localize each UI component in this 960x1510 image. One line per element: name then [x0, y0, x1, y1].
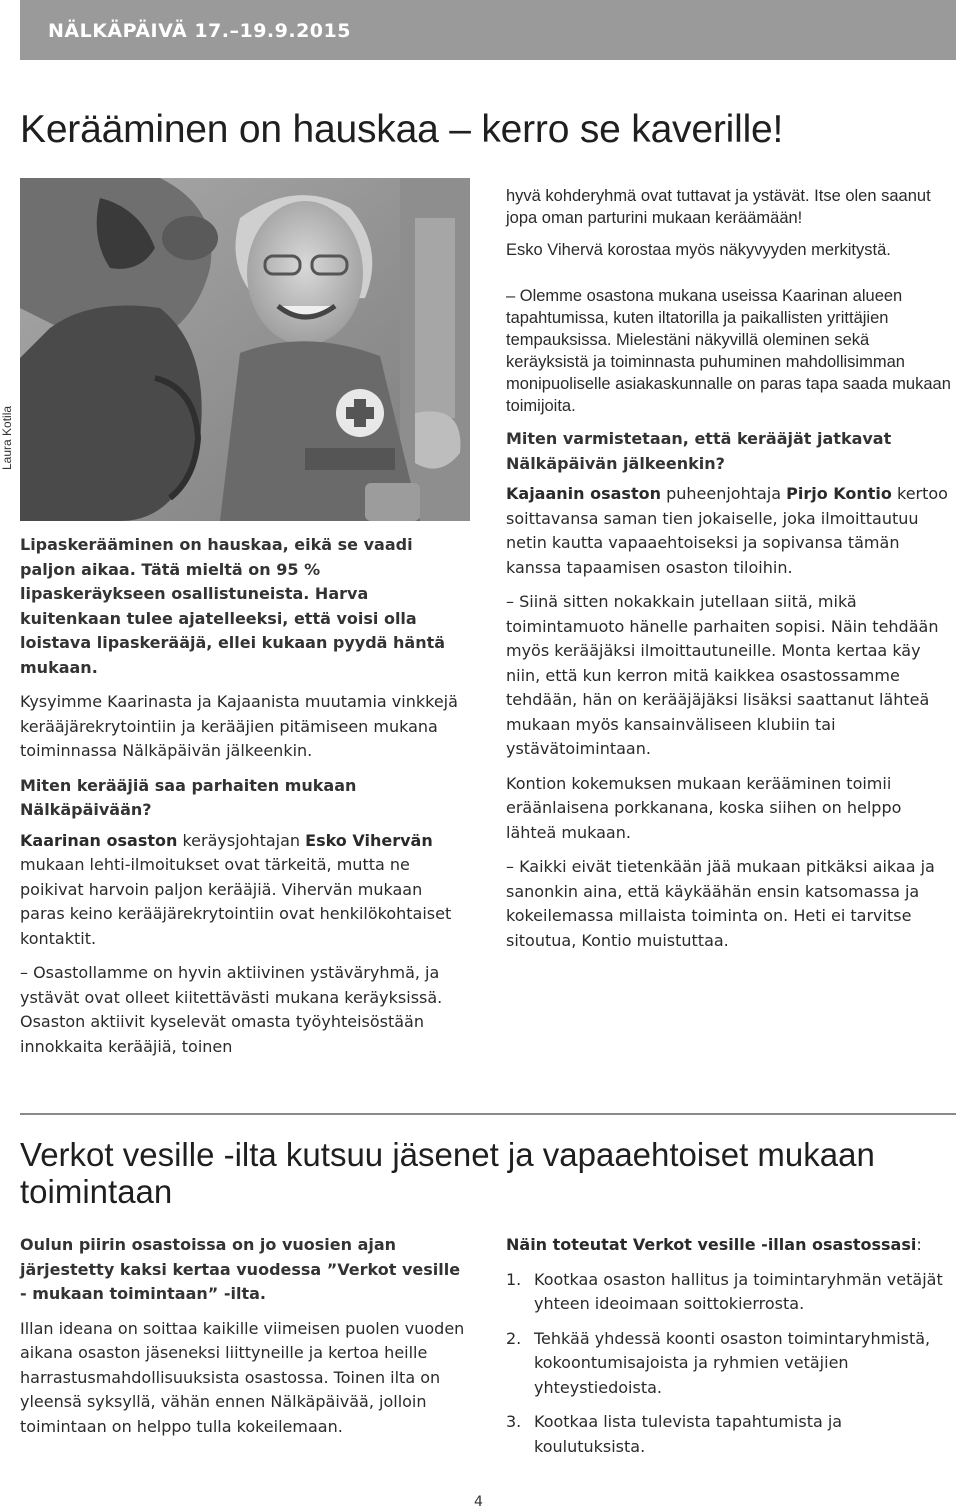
- article1-quote-1: – Osastollamme on hyvin aktiivinen ystäväryhmä, ja ystävät ovat olleet kiitettävästi mukana keräyksissä. Osaston aktiivit kyselevät omasta työyhteisöstään innokkaita kerääjiä, toinen: [20, 963, 443, 1056]
- page-number: 4: [474, 1494, 483, 1510]
- article2-right-column: [506, 1233, 952, 1469]
- article1-emphasis: Esko Vihervä korostaa myös näkyvyyden merkitystä.: [506, 241, 891, 259]
- section-divider: [20, 1113, 956, 1115]
- article2-lead: Oulun piirin osastoissa on jo vuosien ajan järjestetty kaksi kertaa vuodessa ”Verkot vesille - mukaan toimintaan” -ilta.: [20, 1235, 461, 1303]
- step-item: 2. Tehkää yhdessä koonti osaston toimintaryhmistä, kokoontumisajoista ja ryhmien vetäjien yhteystiedoista.: [506, 1328, 931, 1397]
- step-item: 3. Kootkaa lista tulevista tapahtumista ja koulutuksista.: [506, 1412, 843, 1456]
- header-title: NÄLKÄPÄIVÄ 17.–19.9.2015: [48, 20, 351, 42]
- article1-kontio: Kontion kokemuksen mukaan kerääminen toimii eräänlaisena porkkanana, koska siihen on helppo lähteä mukaan.: [506, 773, 902, 842]
- article1-answer-1: Kaarinan osaston keräysjohtajan Esko Vihervän mukaan lehti-ilmoitukset ovat tärkeitä, mutta ne poikivat harvoin paljon kerääjiä. Vihervän mukaan paras keino kerääjärekrytointiin ovat henkilökohtaiset kontaktit.: [20, 830, 452, 948]
- article1-answer-2: Kajaanin osaston puheenjohtaja Pirjo Kontio kertoo soittavansa saman tien jokaiselle, joka ilmoittautuu netin kautta vapaaehtoiseksi ja sopivansa tämän kanssa tapaamisen osaston tiloihin.: [506, 484, 948, 577]
- article2-left-column: [20, 1233, 470, 1449]
- pirjo-kontio: Pirjo Kontio: [786, 484, 892, 503]
- kajaani-osasto: Kajaanin osaston: [506, 484, 661, 503]
- article1-question-2: Miten varmistetaan, että kerääjät jatkavat Nälkäpäivän jälkeenkin?: [506, 429, 892, 473]
- article1-lead: Lipaskerääminen on hauskaa, eikä se vaadi paljon aikaa. Tätä mieltä on 95 % lipaskeräykseen osallistuneista. Harva kuitenkaan tulee ajatelleeksi, että voisi olla loistava lipaskerääjä, ellei kukaan pyydä häntä mukaan.: [20, 535, 446, 677]
- steps-list: [506, 1268, 952, 1460]
- article-photo: [20, 178, 470, 521]
- photo-illustration: [20, 178, 470, 521]
- header-band: [20, 0, 956, 60]
- article1-quote-2: – Olemme osastona mukana useissa Kaarinan alueen tapahtumissa, kuten iltatorilla ja paikallisten yrittäjien tempauksissa. Mielestäni näkyvillä oleminen sekä keräyksistä ja toiminnasta puhuminen mahdollisimman monipuoliselle asiakaskunnalle on paras tapa saada mukaan toimijoita.: [506, 287, 951, 415]
- article1-quote-4: – Kaikki eivät tietenkään jää mukaan pitkäksi aikaa ja sanonkin aina, että käykäähän ensin katsomassa ja kokeilemassa millaista toiminta on. Heti ei tarvitse sitoutua, Kontio muistuttaa.: [506, 857, 935, 950]
- article1-question-1: Miten kerääjiä saa parhaiten mukaan Nälkäpäivään?: [20, 775, 357, 819]
- photo-credit: Laura Kotila: [0, 405, 14, 470]
- kaarina-osasto: Kaarinan osaston: [20, 830, 178, 850]
- steps-title: Näin toteutat Verkot vesille -illan osastossasi:: [506, 1235, 922, 1254]
- article1-quote-3: – Siinä sitten nokakkain jutellaan siitä, mikä toimintamuoto hänelle parhaiten sopisi. Näin tehdään myös kerääjäksi ilmoittautuneille. Monta kertaa käy niin, että kun kerron mitä kaikkea osastossamme tehdään, hän on kerääjäjäksi lisäksi saattanut lähteä mukaan myös kansainväliseen klubiin tai ystävätoimintaan.: [506, 592, 939, 758]
- article1-intro: Kysyimme Kaarinasta ja Kajaanista muutamia vinkkejä kerääjärekrytointiin ja kerääjien pitämiseen mukana toiminnassa Nälkäpäivän jälkeenkin.: [20, 692, 458, 760]
- esko-vihervan: Esko Vihervän: [305, 830, 433, 850]
- main-headline: Kerääminen on hauskaa – kerro se kaverille!: [20, 108, 784, 151]
- article1-quote-1-continued: hyvä kohderyhmä ovat tuttavat ja ystävät. Itse olen saanut jopa oman parturini mukaan keräämään!: [506, 187, 931, 227]
- step-item: 1. Kootkaa osaston hallitus ja toimintaryhmän vetäjät yhteen ideoimaan soittokierrosta.: [506, 1269, 943, 1313]
- article1-right-column: [506, 185, 952, 963]
- article1-left-column: [20, 533, 466, 1069]
- second-headline: Verkot vesille -ilta kutsuu jäsenet ja vapaaehtoiset mukaan toimintaan: [20, 1136, 875, 1210]
- article2-body: Illan ideana on soittaa kaikille viimeisen puolen vuoden aikana osaston jäseneksi liittyneille ja kertoa heille harrastusmahdollisuuksista osastossa. Toinen ilta on yleensä syksyllä, vähän ennen Nälkäpäivää, jolloin toimintaan on helppo tulla kokeilemaan.: [20, 1318, 465, 1436]
